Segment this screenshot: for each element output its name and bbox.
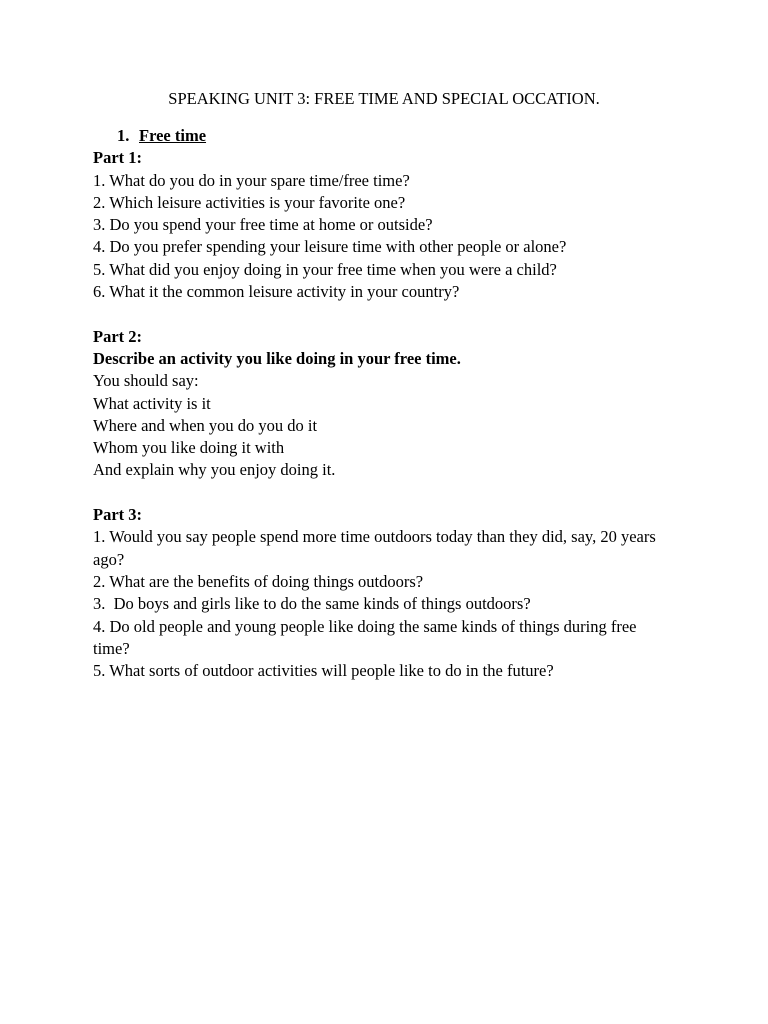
section-label: Free time: [139, 126, 207, 145]
part3-question-2: 2. What are the benefits of doing things outdoors?: [93, 571, 424, 591]
part3-question-3: 3. Do boys and girls like to do the same kinds of things outdoors?: [93, 594, 531, 614]
part2-line-4: Whom you like doing it with: [93, 438, 285, 458]
part1-question-2: 2. Which leisure activities is your favorite one?: [93, 192, 406, 212]
part1-heading: Part 1:: [93, 148, 143, 168]
part1-question-5: 5. What did you enjoy doing in your free time when you were a child?: [93, 259, 557, 279]
part2-line-1: You should say:: [93, 371, 199, 391]
part2-line-3: Where and when you do you do it: [93, 415, 318, 435]
spacer: [93, 303, 693, 325]
part1-question-3: 3. Do you spend your free time at home or outside?: [93, 215, 433, 235]
part3-heading: Part 3:: [93, 505, 143, 525]
part2-task: Describe an activity you like doing in your free time.: [93, 348, 461, 368]
spacer: [93, 482, 693, 504]
part3-question-1: 1. Would you say people spend more time outdoors today than they did, say, 20 years ago?: [93, 527, 656, 569]
document-title: SPEAKING UNIT 3: FREE TIME AND SPECIAL OCCATION.: [168, 89, 600, 108]
part2-line-2: What activity is it: [93, 393, 211, 413]
document-body: [93, 125, 693, 682]
section-heading-free-time: [93, 125, 693, 147]
part2-heading: Part 2:: [93, 326, 143, 346]
part2-line-5: And explain why you enjoy doing it.: [93, 460, 336, 480]
section-number: 1.: [117, 126, 130, 145]
part3-question-5: 5. What sorts of outdoor activities will people like to do in the future?: [93, 661, 554, 681]
part1-question-1: 1. What do you do in your spare time/free time?: [93, 170, 410, 190]
part3-question-4: 4. Do old people and young people like doing the same kinds of things during free time?: [93, 616, 637, 658]
part1-question-6: 6. What it the common leisure activity in your country?: [93, 282, 460, 302]
part1-question-4: 4. Do you prefer spending your leisure time with other people or alone?: [93, 237, 567, 257]
